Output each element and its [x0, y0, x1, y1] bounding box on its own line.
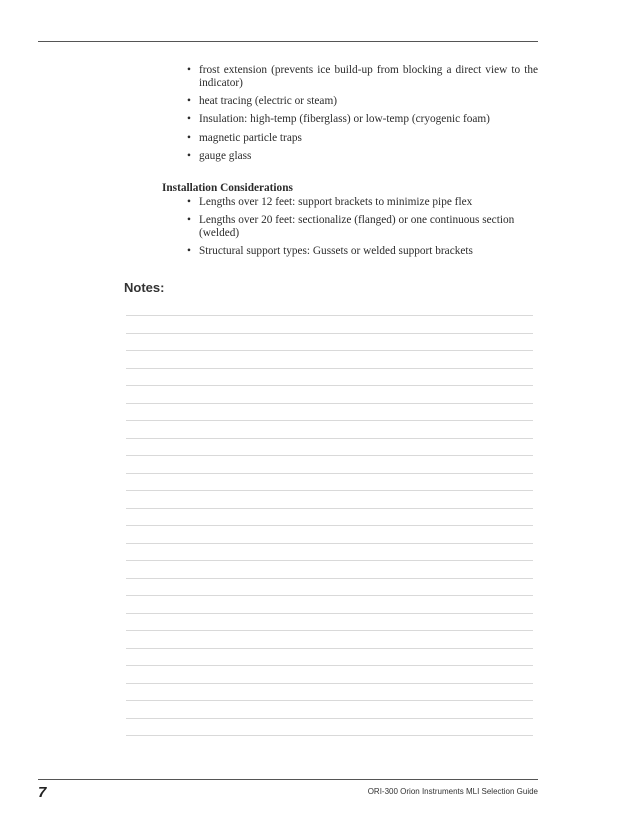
note-line [126, 683, 533, 684]
bullet-item: • frost extension (prevents ice build-up from blocking a direct view to the indicator) [187, 64, 538, 90]
footer-document-title: ORI-300 Orion Instruments MLI Selection Guide [367, 787, 538, 796]
bullet-item: • heat tracing (electric or steam) [187, 95, 538, 108]
footer-rule [38, 779, 538, 780]
note-line [126, 560, 533, 561]
note-line [126, 455, 533, 456]
note-line [126, 543, 533, 544]
accessory-bullet-list [187, 64, 538, 168]
installation-heading: Installation Considerations [162, 182, 293, 194]
note-line [126, 490, 533, 491]
note-line [126, 613, 533, 614]
note-line [126, 525, 533, 526]
note-line [126, 333, 533, 334]
note-line [126, 350, 533, 351]
bullet-item: • magnetic particle traps [187, 132, 538, 145]
notes-heading: Notes: [124, 280, 165, 295]
notes-lines [126, 315, 533, 753]
bullet-item: • Lengths over 12 feet: support brackets to minimize pipe flex [187, 196, 538, 209]
note-line [126, 315, 533, 316]
note-line [126, 578, 533, 579]
note-line [126, 438, 533, 439]
note-line [126, 735, 533, 736]
installation-bullet-list [187, 196, 538, 264]
note-line [126, 665, 533, 666]
bullet-item: • Lengths over 20 feet: sectionalize (flanged) or one continuous section (welded) [187, 214, 538, 240]
note-line [126, 630, 533, 631]
page-number: 7 [38, 784, 47, 801]
bullet-item: • Structural support types: Gussets or welded support brackets [187, 245, 538, 258]
note-line [126, 403, 533, 404]
note-line [126, 368, 533, 369]
note-line [126, 700, 533, 701]
header-rule [38, 41, 538, 42]
note-line [126, 420, 533, 421]
note-line [126, 648, 533, 649]
note-line [126, 473, 533, 474]
note-line [126, 508, 533, 509]
note-line [126, 385, 533, 386]
note-line [126, 718, 533, 719]
note-line [126, 595, 533, 596]
bullet-item: • Insulation: high-temp (fiberglass) or low-temp (cryogenic foam) [187, 113, 538, 126]
bullet-item: • gauge glass [187, 150, 538, 163]
